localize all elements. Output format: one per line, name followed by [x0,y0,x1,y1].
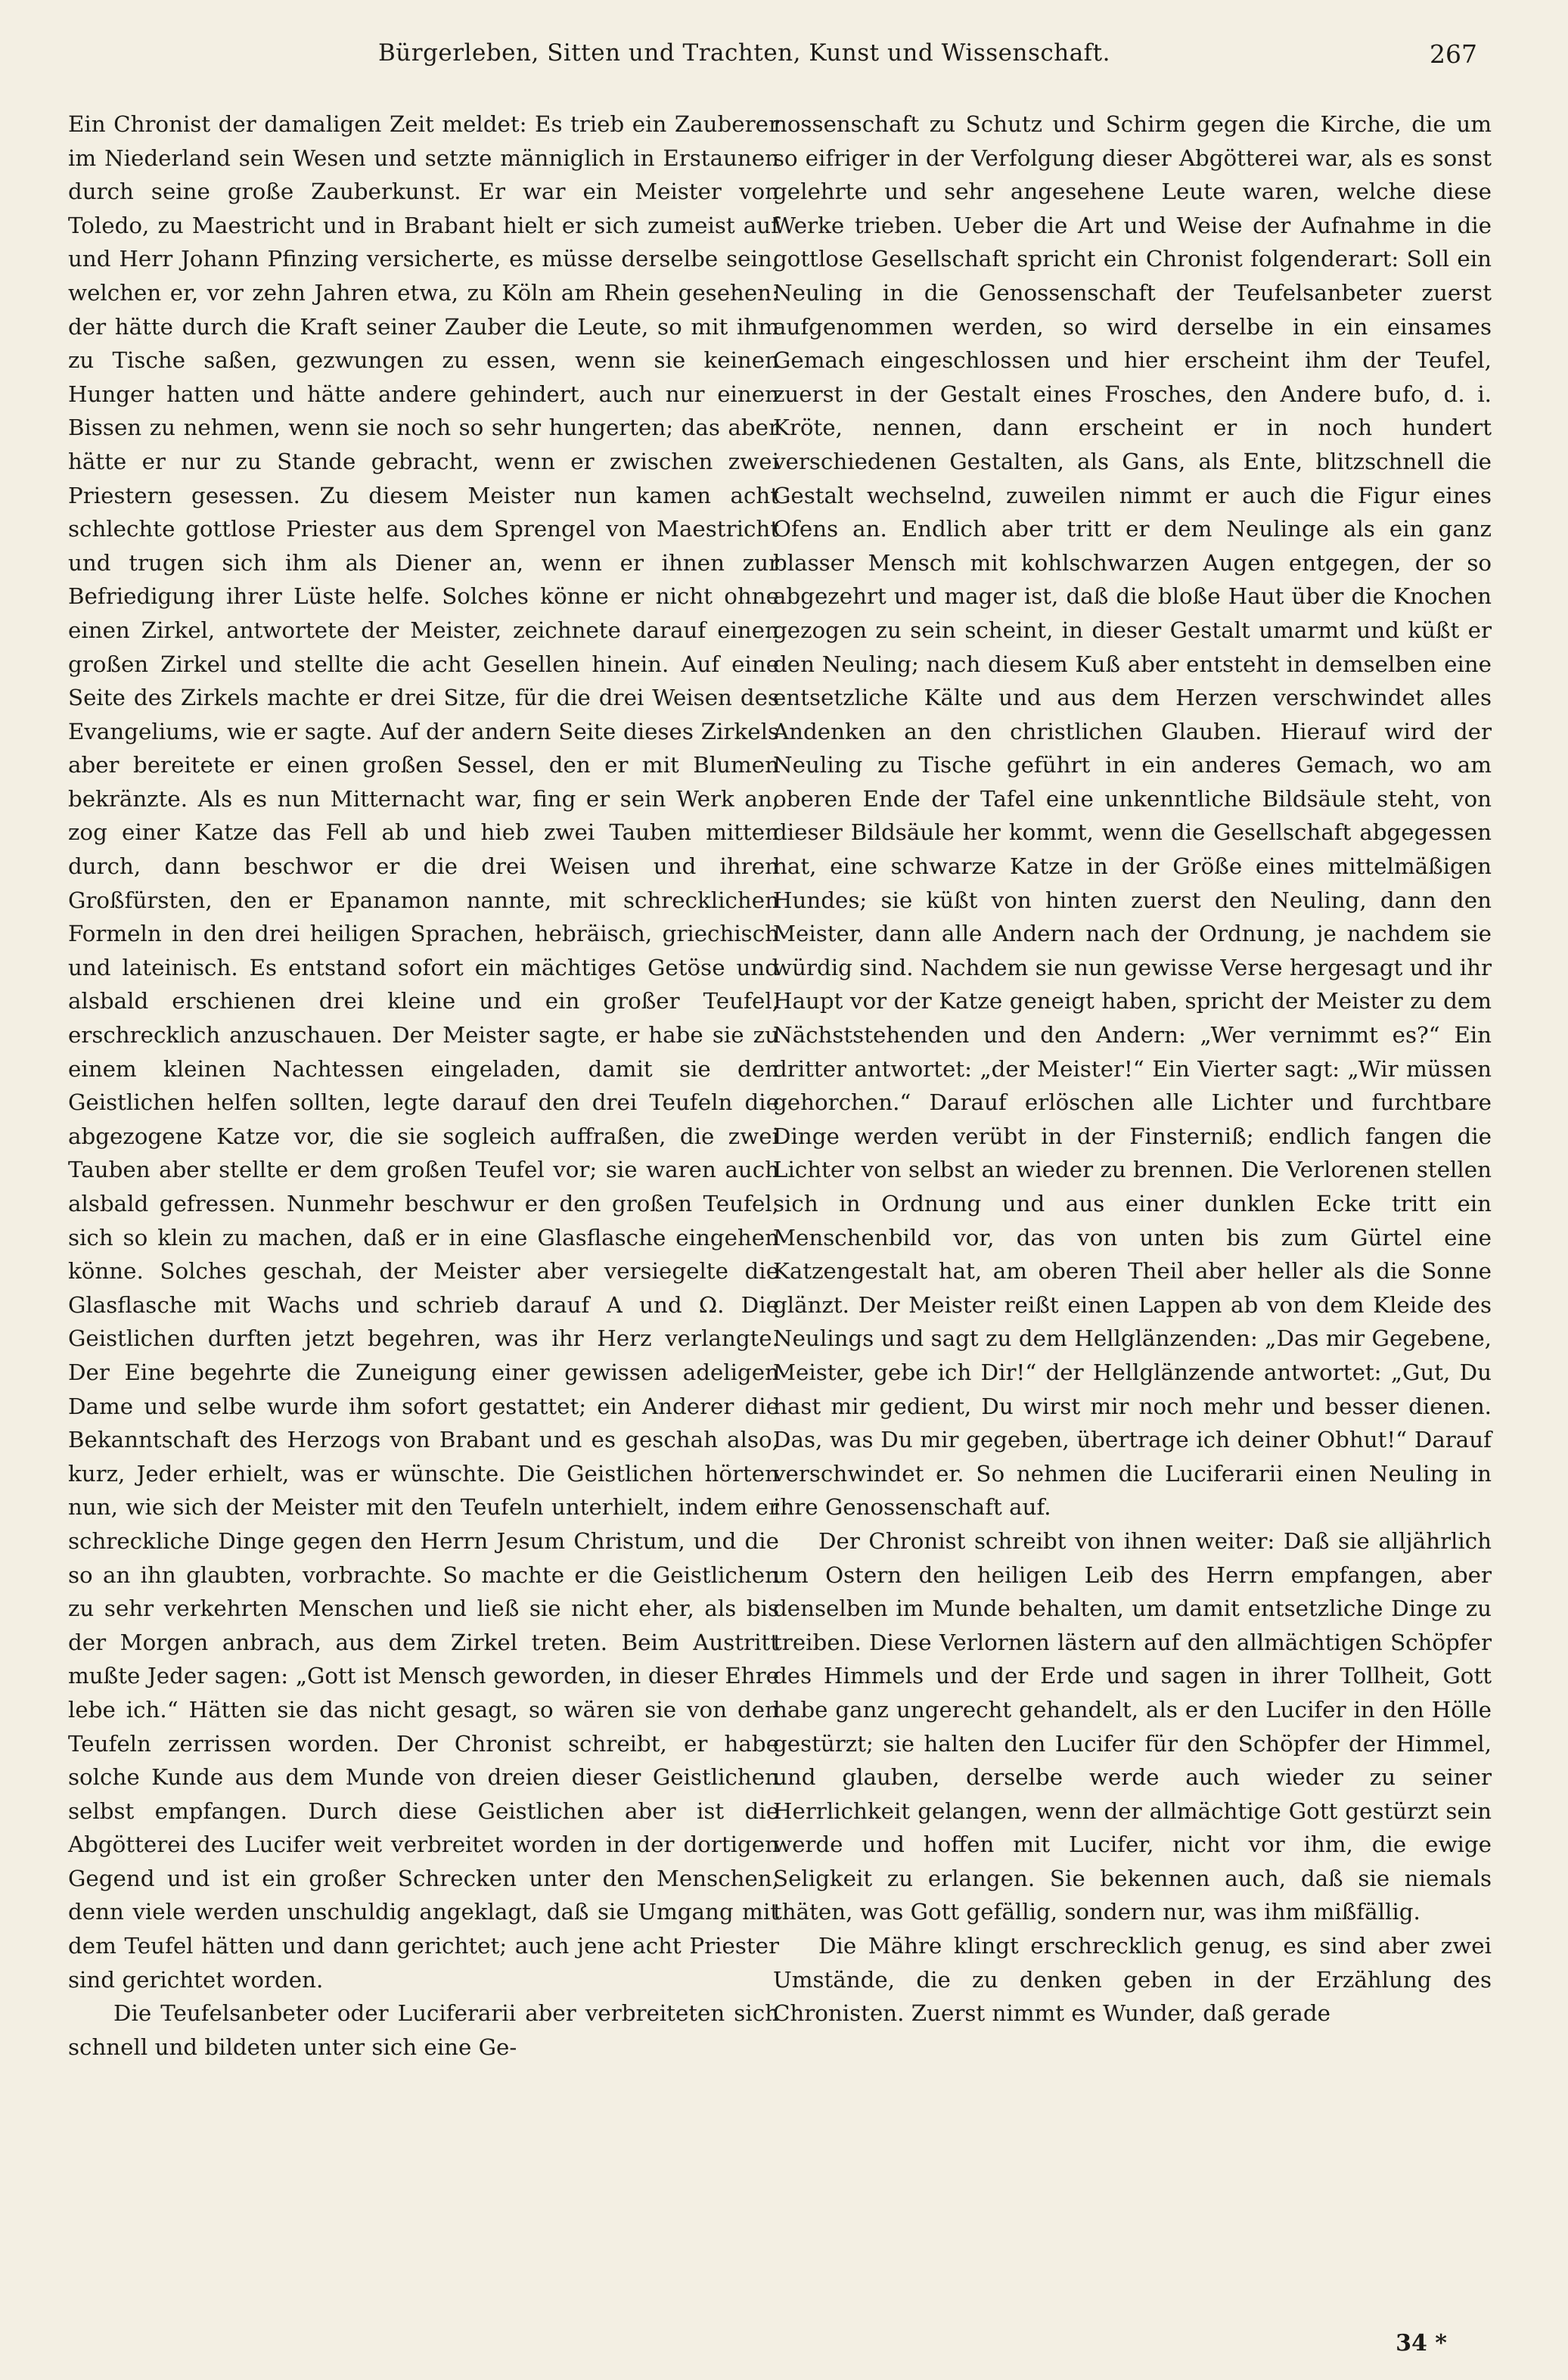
page-header [0,39,1568,77]
paragraph: Die Mähre klingt erschrecklich genug, es sind aber zwei Umstände, die zu denken geben in der Erzählung des Chronisten. Zuerst nimmt es Wunder, daß gerade [773,1933,1492,2027]
running-title: Bürgerleben, Sitten und Trachten, Kunst und Wissenschaft. [378,39,1110,67]
signature-mark: 34 * [1396,2330,1447,2357]
right-column [773,107,1492,2030]
page-number: 267 [1430,39,1477,69]
paragraph: nossenschaft zu Schutz und Schirm gegen die Kirche, die um so eifriger in der Verfolgung dieser Abgötterei war, als es sonst gelehrte und sehr angesehene Leute waren, welche diese Werke trieben. Ueber die Art und Weise der Aufnahme in die gottlose Gesellschaft spricht ein Chronist folgenderart: Soll ein Neuling in die Genossenschaft der Teufelsanbeter zuerst aufgenommen werden, so wird derselbe in ein einsames Gemach eingeschlossen und hier erscheint ihm der Teufel, zuerst in der Gestalt eines Frosches, den Andere bufo, d. i. Kröte, nennen, dann erscheint er in noch hundert verschiedenen Gestalten, als Gans, als Ente, blitzschnell die Gestalt wechselnd, zuweilen nimmt er auch die Figur eines Ofens an. Endlich aber tritt er dem Neulinge als ein ganz blasser Mensch mit kohlschwarzen Augen entgegen, der so abgezehrt und mager ist, daß die bloße Haut über die Knochen gezogen zu sein scheint, in dieser Gestalt umarmt und küßt er den Neuling; nach diesem Kuß aber entsteht in demselben eine entsetzliche Kälte und aus dem Herzen verschwindet alles Andenken an den christlichen Glauben. Hierauf wird der Neuling zu Tische geführt in ein anderes Gemach, wo am oberen Ende der Tafel eine unkenntliche Bildsäule steht, von dieser Bildsäule her kommt, wenn die Gesellschaft abgegessen hat, eine schwarze Katze in der Größe eines mittelmäßigen Hundes; sie küßt von hinten zuerst den Neuling, dann den Meister, dann alle Andern nach der Ordnung, je nachdem sie würdig sind. Nachdem sie nun gewisse Verse hergesagt und ihr Haupt vor der Katze geneigt haben, spricht der Meister zu dem Nächststehenden und den Andern: „Wer vernimmt es?“ Ein dritter antwortet: „der Meister!“ Ein Vierter sagt: „Wir müssen gehorchen.“ Darauf erlöschen alle Lichter und furchtbare Dinge werden verübt in der Finsterniß; endlich fangen die Lichter von selbst an wieder zu brennen. Die Verlorenen stellen sich in Ordnung und aus einer dunklen Ecke tritt ein Menschenbild vor, das von unten bis zum Gürtel eine Katzengestalt hat, am oberen Theil aber heller als die Sonne glänzt. Der Meister reißt einen Lappen ab von dem Kleide des Neulings und sagt zu dem Hellglänzenden: „Das mir Gegebene, Meister, gebe ich Dir!“ der Hellglänzende antwortet: „Gut, Du hast mir gedient, Du wirst mir noch mehr und besser dienen. Das, was Du mir gegeben, übertrage ich deiner Obhut!“ Darauf verschwindet er. So nehmen die Luciferarii einen Neuling in ihre Genossenschaft auf. [773,111,1492,1521]
paragraph: Der Chronist schreibt von ihnen weiter: Daß sie alljährlich um Ostern den heiligen Leib des Herrn empfangen, aber denselben im Munde behalten, um damit entsetzliche Dinge zu treiben. Diese Verlornen lästern auf den allmächtigen Schöpfer des Himmels und der Erde und sagen in ihrer Tollheit, Gott habe ganz ungerecht gehandelt, als er den Lucifer in den Hölle gestürzt; sie halten den Lucifer für den Schöpfer der Himmel, und glauben, derselbe werde auch wieder zu seiner Herrlichkeit gelangen, wenn der allmächtige Gott gestürzt sein werde und hoffen mit Lucifer, nicht vor ihm, die ewige Seligkeit zu erlangen. Sie bekennen auch, daß sie niemals thäten, was Gott gefällig, sondern nur, was ihm mißfällig. [773,1527,1492,1925]
paragraph: Ein Chronist der damaligen Zeit meldet: Es trieb ein Zauberer im Niederland sein Wesen und setzte männiglich in Erstaunen durch seine große Zauberkunst. Er war ein Meister von Toledo, zu Maestricht und in Brabant hielt er sich zumeist auf und Herr Johann Pfinzing versicherte, es müsse derselbe sein, welchen er, vor zehn Jahren etwa, zu Köln am Rhein gesehen: der hätte durch die Kraft seiner Zauber die Leute, so mit ihm zu Tische saßen, gezwungen zu essen, wenn sie keinen Hunger hatten und hätte andere gehindert, auch nur einen Bissen zu nehmen, wenn sie noch so sehr hungerten; das aber hätte er nur zu Stande gebracht, wenn er zwischen zwei Priestern gesessen. Zu diesem Meister nun kamen acht schlechte gottlose Priester aus dem Sprengel von Maestricht und trugen sich ihm als Diener an, wenn er ihnen zur Befriedigung ihrer Lüste helfe. Solches könne er nicht ohne einen Zirkel, antwortete der Meister, zeichnete darauf einen großen Zirkel und stellte die acht Gesellen hinein. Auf eine Seite des Zirkels machte er drei Sitze, für die drei Weisen des Evangeliums, wie er sagte. Auf der andern Seite dieses Zirkels aber bereitete er einen großen Sessel, den er mit Blumen bekränzte. Als es nun Mitternacht war, fing er sein Werk an, zog einer Katze das Fell ab und hieb zwei Tauben mitten durch, dann beschwor er die drei Weisen und ihren Großfürsten, den er Epanamon nannte, mit schrecklichen Formeln in den drei heiligen Sprachen, hebräisch, griechisch und lateinisch. Es entstand sofort ein mächtiges Getöse und alsbald erschienen drei kleine und ein großer Teufel, erschrecklich anzuschauen. Der Meister sagte, er habe sie zu einem kleinen Nachtessen eingeladen, damit sie den Geistlichen helfen sollten, legte darauf den drei Teufeln die abgezogene Katze vor, die sie sogleich auffraßen, die zwei Tauben aber stellte er dem großen Teufel vor; sie waren auch alsbald gefressen. Nunmehr beschwur er den großen Teufel, sich so klein zu machen, daß er in eine Glasflasche eingehen könne. Solches geschah, der Meister aber versiegelte die Glasflasche mit Wachs und schrieb darauf A und Ω. Die Geistlichen durften jetzt begehren, was ihr Herz verlangte. Der Eine begehrte die Zuneigung einer gewissen adeligen Dame und selbe wurde ihm sofort gestattet; ein Anderer die Bekanntschaft des Herzogs von Brabant und es geschah also, kurz, Jeder erhielt, was er wünschte. Die Geistlichen hörten nun, wie sich der Meister mit den Teufeln unterhielt, indem er schreckliche Dinge gegen den Herrn Jesum Christum, und die so an ihn glaubten, vorbrachte. So machte er die Geistlichen zu sehr verkehrten Menschen und ließ sie nicht eher, als bis der Morgen anbrach, aus dem Zirkel treten. Beim Austritt mußte Jeder sagen: „Gott ist Mensch geworden, in dieser Ehre lebe ich.“ Hätten sie das nicht gesagt, so wären sie von den Teufeln zerrissen worden. Der Chronist schreibt, er habe solche Kunde aus dem Munde von dreien dieser Geistlichen selbst empfangen. Durch diese Geistlichen aber ist die Abgötterei des Lucifer weit verbreitet worden in der dortigen Gegend und ist ein großer Schrecken unter den Menschen, denn viele werden unschuldig angeklagt, daß sie Umgang mit dem Teufel hätten und dann gerichtet; auch jene acht Priester sind gerichtet worden. [68,111,779,1993]
paragraph: Die Teufelsanbeter oder Luciferarii aber verbreiteten sich schnell und bildeten unter sich eine Ge- [68,2000,779,2060]
left-column [68,107,779,2064]
